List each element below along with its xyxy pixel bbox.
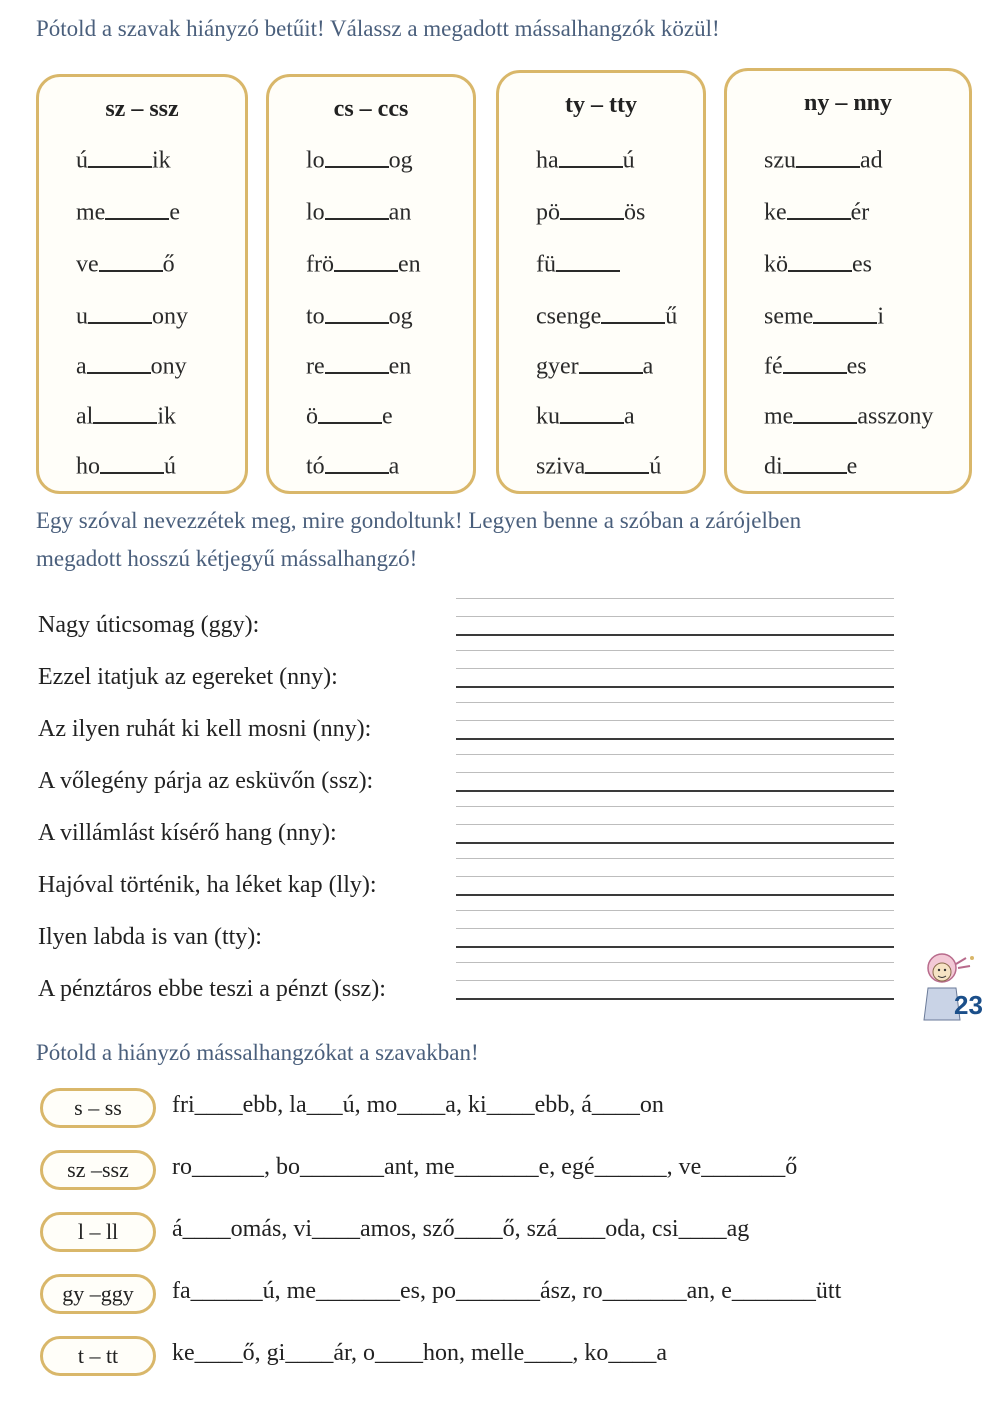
answer-line[interactable] xyxy=(456,894,894,896)
word-prefix: re xyxy=(306,353,325,380)
fill-words-row[interactable]: ke____ő, gi____ár, o____hon, melle____, ko____a xyxy=(172,1340,667,1366)
word-prefix: ö xyxy=(306,403,318,430)
blank-field[interactable] xyxy=(788,248,852,272)
guide-line xyxy=(456,668,894,669)
fill-word xyxy=(306,450,399,481)
blank-field[interactable] xyxy=(560,196,624,220)
answer-line[interactable] xyxy=(456,998,894,1000)
blank-field[interactable] xyxy=(601,300,665,324)
box-title: ty – tty xyxy=(565,92,637,118)
word-suffix: asszony xyxy=(857,403,934,430)
word-prefix: frö xyxy=(306,251,334,278)
word-prefix: gyer xyxy=(536,353,579,380)
blank-field[interactable] xyxy=(87,350,151,374)
fill-word xyxy=(764,350,867,381)
answer-line[interactable] xyxy=(456,686,894,688)
word-suffix: an xyxy=(388,199,412,226)
word-prefix: to xyxy=(306,303,325,330)
word-box-1 xyxy=(36,74,248,494)
word-suffix: ik xyxy=(157,403,176,430)
word-prefix: ke xyxy=(764,199,787,226)
blank-field[interactable] xyxy=(100,450,164,474)
guide-line xyxy=(456,824,894,825)
word-prefix: al xyxy=(76,403,94,430)
word-prefix: a xyxy=(76,353,87,380)
word-prefix: szu xyxy=(764,147,796,174)
consonant-pair-label: l – ll xyxy=(40,1212,156,1252)
word-suffix: ér xyxy=(850,199,870,226)
word-prefix: ve xyxy=(76,251,99,278)
fill-words-row[interactable]: fri____ebb, la___ú, mo____a, ki____ebb, á____on xyxy=(172,1092,664,1118)
guide-line xyxy=(456,858,894,859)
word-suffix: og xyxy=(388,303,413,330)
guide-line xyxy=(456,720,894,721)
clue-text: A vőlegény párja az esküvőn (ssz): xyxy=(38,768,374,794)
word-prefix: tó xyxy=(306,453,325,480)
blank-field[interactable] xyxy=(325,196,389,220)
box-title: cs – ccs xyxy=(333,96,409,122)
clue-text: Hajóval történik, ha léket kap (lly): xyxy=(38,872,377,898)
blank-field[interactable] xyxy=(88,144,152,168)
word-suffix: e xyxy=(169,199,180,226)
clue-text: A pénztáros ebbe teszi a pénzt (ssz): xyxy=(38,976,386,1002)
blank-field[interactable] xyxy=(334,248,398,272)
fill-word xyxy=(306,400,393,431)
word-suffix: en xyxy=(388,353,412,380)
word-box-2 xyxy=(266,74,476,494)
guide-line xyxy=(456,754,894,755)
fill-words-row[interactable]: ro______, bo_______ant, me_______e, egé______, ve_______ő xyxy=(172,1154,798,1180)
fill-word xyxy=(764,400,933,431)
task2-heading-line1: Egy szóval nevezzétek meg, mire gondoltunk! Legyen benne a szóban a zárójelben xyxy=(36,508,802,533)
guide-line xyxy=(456,598,894,599)
fill-word xyxy=(76,196,180,227)
task2-heading-line2: megadott hosszú kétjegyű mássalhangzó! xyxy=(36,546,418,571)
blank-field[interactable] xyxy=(560,400,624,424)
blank-field[interactable] xyxy=(105,196,169,220)
word-suffix: ös xyxy=(624,199,646,226)
word-suffix: ú xyxy=(622,147,635,174)
word-suffix: e xyxy=(846,453,858,480)
guide-line xyxy=(456,928,894,929)
fill-word xyxy=(536,400,635,431)
word-suffix: ő xyxy=(162,251,175,278)
fill-word xyxy=(536,196,645,227)
answer-line[interactable] xyxy=(456,946,894,948)
word-prefix: me xyxy=(764,403,794,430)
guide-line xyxy=(456,616,894,617)
fill-word xyxy=(76,450,176,481)
page-number: 23 xyxy=(954,990,983,1020)
answer-line[interactable] xyxy=(456,634,894,636)
word-prefix: u xyxy=(76,303,88,330)
blank-field[interactable] xyxy=(325,450,389,474)
blank-field[interactable] xyxy=(783,450,847,474)
fill-word xyxy=(306,350,411,381)
fill-word xyxy=(536,350,653,381)
clue-text: Ilyen labda is van (tty): xyxy=(38,924,262,950)
fill-word xyxy=(536,248,620,279)
consonant-pair-label: t – tt xyxy=(40,1336,156,1376)
word-suffix: ik xyxy=(152,147,171,174)
word-prefix: fü xyxy=(536,251,556,278)
blank-field[interactable] xyxy=(559,144,623,168)
word-suffix: es xyxy=(846,353,867,380)
clue-text: Az ilyen ruhát ki kell mosni (nny): xyxy=(38,716,372,742)
guide-line xyxy=(456,650,894,651)
blank-field[interactable] xyxy=(796,144,860,168)
word-suffix: e xyxy=(382,403,393,430)
fill-word xyxy=(306,248,421,279)
guide-line xyxy=(456,910,894,911)
blank-field[interactable] xyxy=(556,248,620,272)
word-prefix: lo xyxy=(306,199,325,226)
word-prefix: kö xyxy=(764,251,788,278)
fill-word xyxy=(306,300,413,331)
blank-field[interactable] xyxy=(579,350,643,374)
word-suffix: en xyxy=(397,251,421,278)
guide-line xyxy=(456,772,894,773)
consonant-pair-label: gy –ggy xyxy=(40,1274,156,1314)
fill-word xyxy=(764,300,884,331)
word-suffix: ad xyxy=(860,147,883,174)
word-prefix: fé xyxy=(764,353,783,380)
word-prefix: ú xyxy=(76,147,88,174)
word-suffix: a xyxy=(388,453,400,480)
fill-word xyxy=(76,400,176,431)
word-prefix: pö xyxy=(536,199,560,226)
blank-field[interactable] xyxy=(325,144,389,168)
word-suffix: i xyxy=(877,303,884,330)
fill-word xyxy=(76,144,171,175)
fill-word xyxy=(764,144,883,175)
fill-words-row[interactable]: fa______ú, me_______es, po_______ász, ro_______an, e_______ütt xyxy=(172,1278,842,1304)
consonant-pair-label: s – ss xyxy=(40,1088,156,1128)
guide-line xyxy=(456,806,894,807)
word-suffix: ű xyxy=(665,303,678,330)
fill-word xyxy=(764,248,872,279)
fill-word xyxy=(536,300,677,331)
word-prefix: csenge xyxy=(536,303,602,330)
blank-field[interactable] xyxy=(318,400,382,424)
fill-word xyxy=(764,450,857,481)
answer-line[interactable] xyxy=(456,738,894,740)
consonant-pair-label: sz –ssz xyxy=(40,1150,156,1190)
blank-field[interactable] xyxy=(585,450,649,474)
word-suffix: a xyxy=(624,403,635,430)
word-suffix: ony xyxy=(152,303,188,330)
word-suffix: ony xyxy=(150,353,187,380)
blank-field[interactable] xyxy=(787,196,851,220)
guide-line xyxy=(456,702,894,703)
blank-field[interactable] xyxy=(783,350,847,374)
clue-text: Ezzel itatjuk az egereket (nny): xyxy=(38,664,338,690)
answer-line[interactable] xyxy=(456,842,894,844)
fill-word xyxy=(764,196,869,227)
word-suffix: es xyxy=(852,251,872,278)
task1-heading: Pótold a szavak hiányzó betűit! Válassz a megadott mássalhangzók közül! xyxy=(36,16,720,41)
guide-line xyxy=(456,962,894,963)
blank-field[interactable] xyxy=(793,400,857,424)
fill-word xyxy=(306,144,413,175)
word-prefix: me xyxy=(76,199,106,226)
box-title: ny – nny xyxy=(803,90,893,116)
fill-word xyxy=(76,350,187,381)
word-prefix: ku xyxy=(536,403,560,430)
word-prefix: di xyxy=(764,453,783,480)
word-prefix: ho xyxy=(76,453,100,480)
fill-word xyxy=(536,144,635,175)
blank-field[interactable] xyxy=(99,248,163,272)
word-prefix: seme xyxy=(764,303,814,330)
fill-word xyxy=(306,196,411,227)
word-suffix: ú xyxy=(164,453,176,480)
word-prefix: lo xyxy=(306,147,325,174)
word-prefix: ha xyxy=(536,147,559,174)
fill-word xyxy=(76,248,175,279)
task3-heading: Pótold a hiányzó mássalhangzókat a szavakban! xyxy=(36,1040,479,1065)
answer-line[interactable] xyxy=(456,790,894,792)
blank-field[interactable] xyxy=(88,300,152,324)
blank-field[interactable] xyxy=(93,400,157,424)
fill-words-row[interactable]: á____omás, vi____amos, sző____ő, szá____oda, csi____ag xyxy=(172,1216,750,1242)
word-suffix: ú xyxy=(649,453,662,480)
guide-line xyxy=(456,980,894,981)
word-prefix: sziva xyxy=(536,453,586,480)
word-suffix: a xyxy=(642,353,654,380)
fill-word xyxy=(536,450,661,481)
clue-text: A villámlást kísérő hang (nny): xyxy=(38,820,337,846)
guide-line xyxy=(456,876,894,877)
fill-word xyxy=(76,300,188,331)
clue-text: Nagy úticsomag (ggy): xyxy=(38,612,260,638)
blank-field[interactable] xyxy=(325,350,389,374)
blank-field[interactable] xyxy=(813,300,877,324)
word-suffix: og xyxy=(388,147,413,174)
box-title: sz – ssz xyxy=(105,96,179,122)
blank-field[interactable] xyxy=(325,300,389,324)
